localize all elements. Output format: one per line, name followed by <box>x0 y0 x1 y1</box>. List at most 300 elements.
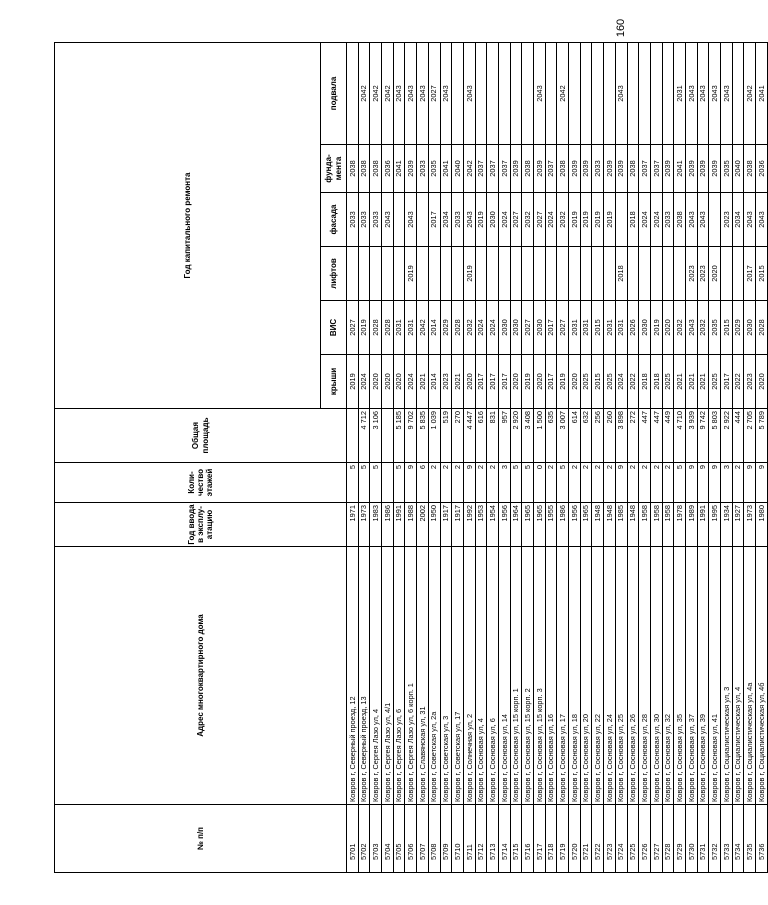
cell-roof: 2017 <box>721 355 733 409</box>
cell-lifts <box>498 247 510 301</box>
table-row <box>347 42 359 872</box>
cell-roof: 2021 <box>674 355 686 409</box>
cell-address: Ковров г, Сосновая ул, 37 <box>685 547 697 805</box>
table-row <box>545 42 557 872</box>
cell-basement <box>522 42 534 144</box>
capital-repair-table <box>54 42 768 873</box>
cell-roof: 2021 <box>697 355 709 409</box>
cell-year-built: 1985 <box>615 503 627 547</box>
cell-roof: 2015 <box>592 355 604 409</box>
cell-lifts <box>358 247 370 301</box>
cell-facade: 2034 <box>440 193 452 247</box>
cell-floors: 2 <box>487 463 499 503</box>
header-lifts: лифтов <box>321 247 347 301</box>
cell-roof: 2020 <box>382 355 394 409</box>
cell-np: 5715 <box>510 805 522 873</box>
cell-area: 270 <box>452 409 464 463</box>
cell-vis: 2027 <box>557 301 569 355</box>
cell-facade: 2033 <box>358 193 370 247</box>
cell-address: Ковров г, Сосновая ул, 16 <box>545 547 557 805</box>
table-row <box>382 42 394 872</box>
cell-roof: 2021 <box>452 355 464 409</box>
cell-roof: 2014 <box>428 355 440 409</box>
cell-foundation: 2037 <box>498 145 510 193</box>
cell-lifts <box>650 247 662 301</box>
cell-year-built: 1950 <box>428 503 440 547</box>
cell-foundation: 2039 <box>510 145 522 193</box>
cell-floors: 9 <box>685 463 697 503</box>
cell-floors: 9 <box>709 463 721 503</box>
cell-vis: 2024 <box>475 301 487 355</box>
cell-address: Ковров г, Сосновая ул, 26 <box>627 547 639 805</box>
cell-facade: 2019 <box>569 193 581 247</box>
cell-year-built: 1986 <box>382 503 394 547</box>
cell-basement <box>545 42 557 144</box>
cell-address: Ковров г, Сосновая ул, 15 корп. 3 <box>534 547 546 805</box>
cell-basement <box>639 42 651 144</box>
cell-floors: 2 <box>650 463 662 503</box>
cell-np: 5718 <box>545 805 557 873</box>
cell-lifts <box>475 247 487 301</box>
cell-foundation: 2039 <box>685 145 697 193</box>
cell-roof: 2023 <box>440 355 452 409</box>
cell-lifts: 2015 <box>756 247 768 301</box>
cell-lifts <box>580 247 592 301</box>
cell-address: Ковров г, Сосновая ул, 18 <box>569 547 581 805</box>
cell-address: Ковров г, Сосновая ул, 32 <box>662 547 674 805</box>
cell-facade <box>709 193 721 247</box>
header-area: Общая площадь <box>55 409 347 463</box>
cell-np: 5728 <box>662 805 674 873</box>
cell-basement: 2043 <box>709 42 721 144</box>
cell-foundation: 2039 <box>615 145 627 193</box>
cell-year-built: 1973 <box>744 503 756 547</box>
table-row <box>580 42 592 872</box>
cell-vis: 2028 <box>370 301 382 355</box>
cell-area: 5 789 <box>756 409 768 463</box>
cell-year-built: 1983 <box>370 503 382 547</box>
cell-facade: 2017 <box>428 193 440 247</box>
cell-roof: 2025 <box>604 355 616 409</box>
cell-year-built: 1991 <box>393 503 405 547</box>
cell-foundation: 2038 <box>370 145 382 193</box>
cell-lifts: 2017 <box>744 247 756 301</box>
cell-area: 447 <box>639 409 651 463</box>
cell-area: 5 185 <box>393 409 405 463</box>
cell-facade: 2027 <box>534 193 546 247</box>
table-row <box>393 42 405 872</box>
cell-floors: 2 <box>662 463 674 503</box>
cell-year-built: 1964 <box>510 503 522 547</box>
cell-lifts <box>627 247 639 301</box>
cell-year-built: 1986 <box>557 503 569 547</box>
header-basement: подвала <box>321 42 347 144</box>
cell-np: 5717 <box>534 805 546 873</box>
cell-vis: 2031 <box>604 301 616 355</box>
cell-np: 5719 <box>557 805 569 873</box>
cell-area: 2 920 <box>510 409 522 463</box>
cell-foundation: 2040 <box>452 145 464 193</box>
cell-roof: 2019 <box>557 355 569 409</box>
cell-lifts <box>674 247 686 301</box>
cell-area: 9 742 <box>697 409 709 463</box>
cell-facade: 2023 <box>721 193 733 247</box>
cell-roof: 2021 <box>685 355 697 409</box>
cell-roof: 2017 <box>545 355 557 409</box>
cell-address: Ковров г, Сосновая ул, 28 <box>639 547 651 805</box>
cell-basement: 2043 <box>405 42 417 144</box>
cell-np: 5733 <box>721 805 733 873</box>
cell-floors: 5 <box>510 463 522 503</box>
cell-address: Ковров г, Сосновая ул, 15 корп. 1 <box>510 547 522 805</box>
table-row <box>592 42 604 872</box>
cell-vis: 2031 <box>393 301 405 355</box>
table-row <box>674 42 686 872</box>
cell-floors: 5 <box>674 463 686 503</box>
cell-area: 9 702 <box>405 409 417 463</box>
cell-year-built: 2002 <box>417 503 429 547</box>
cell-floors: 0 <box>534 463 546 503</box>
table-row <box>615 42 627 872</box>
cell-foundation: 2039 <box>662 145 674 193</box>
page-number: 160 <box>615 18 628 38</box>
cell-address: Ковров г, Сергея Лазо ул, 4/1 <box>382 547 394 805</box>
cell-np: 5722 <box>592 805 604 873</box>
cell-address: Ковров г, Сосновая ул, 20 <box>580 547 592 805</box>
cell-year-built: 1978 <box>674 503 686 547</box>
cell-np: 5713 <box>487 805 499 873</box>
cell-year-built: 1948 <box>604 503 616 547</box>
cell-np: 5707 <box>417 805 429 873</box>
cell-lifts <box>440 247 452 301</box>
cell-basement: 2042 <box>382 42 394 144</box>
cell-np: 5716 <box>522 805 534 873</box>
cell-foundation: 2033 <box>592 145 604 193</box>
cell-floors: 2 <box>627 463 639 503</box>
cell-facade: 2043 <box>382 193 394 247</box>
cell-roof: 2022 <box>627 355 639 409</box>
cell-area: 3 408 <box>522 409 534 463</box>
cell-basement: 2042 <box>358 42 370 144</box>
cell-foundation: 2036 <box>756 145 768 193</box>
cell-address: Ковров г, Сосновая ул, 41 <box>709 547 721 805</box>
cell-facade: 2019 <box>604 193 616 247</box>
cell-lifts: 2019 <box>463 247 475 301</box>
cell-area: 4 710 <box>674 409 686 463</box>
cell-address: Ковров г, Социалистическая ул, 3 <box>721 547 733 805</box>
cell-foundation: 2039 <box>569 145 581 193</box>
cell-year-built: 1992 <box>463 503 475 547</box>
cell-basement <box>650 42 662 144</box>
cell-address: Ковров г, Сосновая ул, 14 <box>498 547 510 805</box>
table-row <box>370 42 382 872</box>
table-row <box>510 42 522 872</box>
cell-basement <box>452 42 464 144</box>
table-row <box>650 42 662 872</box>
cell-area: 2 922 <box>721 409 733 463</box>
rotated-page <box>54 43 766 873</box>
cell-foundation: 2038 <box>522 145 534 193</box>
cell-area: 632 <box>580 409 592 463</box>
table-row <box>604 42 616 872</box>
cell-facade: 2027 <box>510 193 522 247</box>
cell-year-built: 1971 <box>347 503 359 547</box>
cell-area <box>382 409 394 463</box>
cell-vis: 2026 <box>627 301 639 355</box>
cell-vis: 2017 <box>545 301 557 355</box>
cell-lifts: 2023 <box>685 247 697 301</box>
header-vis: ВИС <box>321 301 347 355</box>
cell-vis: 2032 <box>463 301 475 355</box>
cell-facade: 2024 <box>545 193 557 247</box>
cell-np: 5724 <box>615 805 627 873</box>
cell-basement: 2043 <box>685 42 697 144</box>
header-np: № п/п <box>55 805 347 873</box>
cell-vis: 2015 <box>721 301 733 355</box>
cell-year-built: 1989 <box>685 503 697 547</box>
cell-floors: 2 <box>732 463 744 503</box>
cell-roof: 2020 <box>569 355 581 409</box>
cell-lifts <box>510 247 522 301</box>
cell-vis: 2027 <box>347 301 359 355</box>
cell-address: Ковров г, Славянская ул, 31 <box>417 547 429 805</box>
cell-vis: 2031 <box>615 301 627 355</box>
table-row <box>662 42 674 872</box>
table-row <box>475 42 487 872</box>
cell-floors: 9 <box>697 463 709 503</box>
cell-basement: 2027 <box>428 42 440 144</box>
cell-foundation: 2037 <box>545 145 557 193</box>
table-row <box>463 42 475 872</box>
cell-np: 5736 <box>756 805 768 873</box>
cell-year-built: 1973 <box>358 503 370 547</box>
header-repair-year: Год капитального ремонта <box>55 42 321 408</box>
cell-facade: 2043 <box>685 193 697 247</box>
cell-roof: 2017 <box>475 355 487 409</box>
cell-year-built: 1995 <box>709 503 721 547</box>
cell-floors: 2 <box>639 463 651 503</box>
table-row <box>639 42 651 872</box>
cell-year-built: 1955 <box>545 503 557 547</box>
cell-facade: 2024 <box>498 193 510 247</box>
cell-lifts <box>592 247 604 301</box>
cell-foundation: 2033 <box>417 145 429 193</box>
cell-roof: 2024 <box>405 355 417 409</box>
cell-np: 5701 <box>347 805 359 873</box>
cell-roof: 2019 <box>347 355 359 409</box>
cell-floors: 9 <box>463 463 475 503</box>
cell-facade: 2024 <box>650 193 662 247</box>
cell-area: 519 <box>440 409 452 463</box>
cell-foundation: 2037 <box>639 145 651 193</box>
cell-lifts <box>370 247 382 301</box>
cell-lifts <box>545 247 557 301</box>
cell-facade: 2043 <box>744 193 756 247</box>
cell-np: 5723 <box>604 805 616 873</box>
cell-area: 1 500 <box>534 409 546 463</box>
cell-facade: 2033 <box>452 193 464 247</box>
table-row <box>557 42 569 872</box>
cell-foundation: 2039 <box>604 145 616 193</box>
cell-lifts <box>522 247 534 301</box>
cell-address: Ковров г, Северный проезд, 13 <box>358 547 370 805</box>
cell-vis: 2030 <box>510 301 522 355</box>
cell-address: Ковров г, Советская ул, 3 <box>440 547 452 805</box>
cell-facade: 2024 <box>639 193 651 247</box>
cell-vis: 2030 <box>639 301 651 355</box>
cell-basement: 2043 <box>440 42 452 144</box>
cell-roof: 2020 <box>534 355 546 409</box>
cell-lifts <box>534 247 546 301</box>
cell-basement <box>732 42 744 144</box>
cell-np: 5711 <box>463 805 475 873</box>
cell-area: 614 <box>569 409 581 463</box>
cell-basement <box>627 42 639 144</box>
cell-facade: 2032 <box>522 193 534 247</box>
cell-address: Ковров г, Социалистическая ул, 4 <box>732 547 744 805</box>
cell-facade: 2043 <box>756 193 768 247</box>
cell-vis: 2028 <box>382 301 394 355</box>
cell-vis: 2031 <box>580 301 592 355</box>
cell-facade: 2019 <box>592 193 604 247</box>
cell-floors: 2 <box>452 463 464 503</box>
cell-area: 4 712 <box>358 409 370 463</box>
cell-np: 5712 <box>475 805 487 873</box>
cell-floors <box>382 463 394 503</box>
cell-np: 5721 <box>580 805 592 873</box>
cell-floors: 5 <box>522 463 534 503</box>
cell-address: Ковров г, Сосновая ул, 15 корп. 2 <box>522 547 534 805</box>
header-roof: крыши <box>321 355 347 409</box>
cell-year-built: 1954 <box>487 503 499 547</box>
cell-floors: 2 <box>580 463 592 503</box>
table-row <box>417 42 429 872</box>
cell-basement <box>487 42 499 144</box>
cell-vis: 2030 <box>498 301 510 355</box>
cell-np: 5735 <box>744 805 756 873</box>
cell-address: Ковров г, Сосновая ул, 6 <box>487 547 499 805</box>
cell-np: 5729 <box>674 805 686 873</box>
cell-floors: 5 <box>557 463 569 503</box>
cell-np: 5734 <box>732 805 744 873</box>
cell-area: 3 106 <box>370 409 382 463</box>
cell-year-built: 1991 <box>697 503 709 547</box>
cell-foundation: 2037 <box>475 145 487 193</box>
cell-foundation: 2038 <box>627 145 639 193</box>
cell-basement: 2043 <box>393 42 405 144</box>
table-row <box>756 42 768 872</box>
cell-roof: 2020 <box>463 355 475 409</box>
cell-basement <box>510 42 522 144</box>
header-address: Адрес многоквартирного дома <box>55 547 347 805</box>
cell-basement: 2031 <box>674 42 686 144</box>
cell-vis: 2042 <box>417 301 429 355</box>
cell-vis: 2020 <box>662 301 674 355</box>
cell-year-built: 1953 <box>475 503 487 547</box>
cell-year-built: 1948 <box>592 503 604 547</box>
cell-basement <box>475 42 487 144</box>
cell-year-built: 1948 <box>627 503 639 547</box>
cell-facade: 2019 <box>475 193 487 247</box>
cell-facade: 2043 <box>697 193 709 247</box>
cell-basement: 2042 <box>744 42 756 144</box>
cell-floors: 3 <box>498 463 510 503</box>
cell-foundation: 2035 <box>428 145 440 193</box>
cell-vis: 2019 <box>358 301 370 355</box>
table-row <box>487 42 499 872</box>
cell-address: Ковров г, Северный проезд, 12 <box>347 547 359 805</box>
cell-roof: 2018 <box>650 355 662 409</box>
cell-area: 616 <box>475 409 487 463</box>
cell-facade: 2030 <box>487 193 499 247</box>
cell-roof: 2017 <box>498 355 510 409</box>
cell-np: 5732 <box>709 805 721 873</box>
cell-address: Ковров г, Сергея Лазо ул, 6 <box>393 547 405 805</box>
cell-foundation: 2041 <box>393 145 405 193</box>
cell-area: 444 <box>732 409 744 463</box>
cell-facade <box>393 193 405 247</box>
cell-vis: 2019 <box>650 301 662 355</box>
cell-area: 1 039 <box>428 409 440 463</box>
cell-facade: 2033 <box>662 193 674 247</box>
cell-foundation: 2038 <box>557 145 569 193</box>
cell-foundation: 2037 <box>487 145 499 193</box>
cell-foundation: 2037 <box>650 145 662 193</box>
table-row <box>721 42 733 872</box>
cell-floors: 9 <box>756 463 768 503</box>
cell-area: 256 <box>592 409 604 463</box>
cell-lifts <box>569 247 581 301</box>
cell-vis: 2029 <box>732 301 744 355</box>
cell-np: 5720 <box>569 805 581 873</box>
cell-floors: 5 <box>358 463 370 503</box>
cell-vis: 2028 <box>452 301 464 355</box>
cell-roof: 2020 <box>756 355 768 409</box>
cell-basement <box>498 42 510 144</box>
cell-year-built: 1958 <box>662 503 674 547</box>
cell-floors: 2 <box>428 463 440 503</box>
cell-basement <box>580 42 592 144</box>
cell-foundation: 2038 <box>358 145 370 193</box>
cell-np: 5702 <box>358 805 370 873</box>
cell-address: Ковров г, Сергея Лазо ул, 4 <box>370 547 382 805</box>
cell-vis: 2043 <box>685 301 697 355</box>
cell-address: Ковров г, Сосновая ул, 25 <box>615 547 627 805</box>
table-row <box>709 42 721 872</box>
cell-address: Ковров г, Сергея Лазо ул, 6 корп. 1 <box>405 547 417 805</box>
cell-roof: 2020 <box>393 355 405 409</box>
cell-vis: 2028 <box>756 301 768 355</box>
cell-facade: 2033 <box>347 193 359 247</box>
cell-year-built: 1988 <box>405 503 417 547</box>
cell-roof: 2022 <box>732 355 744 409</box>
cell-area: 260 <box>604 409 616 463</box>
cell-np: 5709 <box>440 805 452 873</box>
cell-np: 5705 <box>393 805 405 873</box>
cell-lifts: 2019 <box>405 247 417 301</box>
cell-foundation: 2038 <box>744 145 756 193</box>
cell-year-built: 1956 <box>498 503 510 547</box>
cell-area: 2 705 <box>744 409 756 463</box>
cell-basement: 2043 <box>534 42 546 144</box>
cell-lifts: 2018 <box>615 247 627 301</box>
cell-lifts: 2023 <box>697 247 709 301</box>
table-row <box>697 42 709 872</box>
cell-address: Ковров г, Сосновая ул, 39 <box>697 547 709 805</box>
cell-year-built: 1965 <box>534 503 546 547</box>
cell-floors: 2 <box>569 463 581 503</box>
cell-np: 5726 <box>639 805 651 873</box>
